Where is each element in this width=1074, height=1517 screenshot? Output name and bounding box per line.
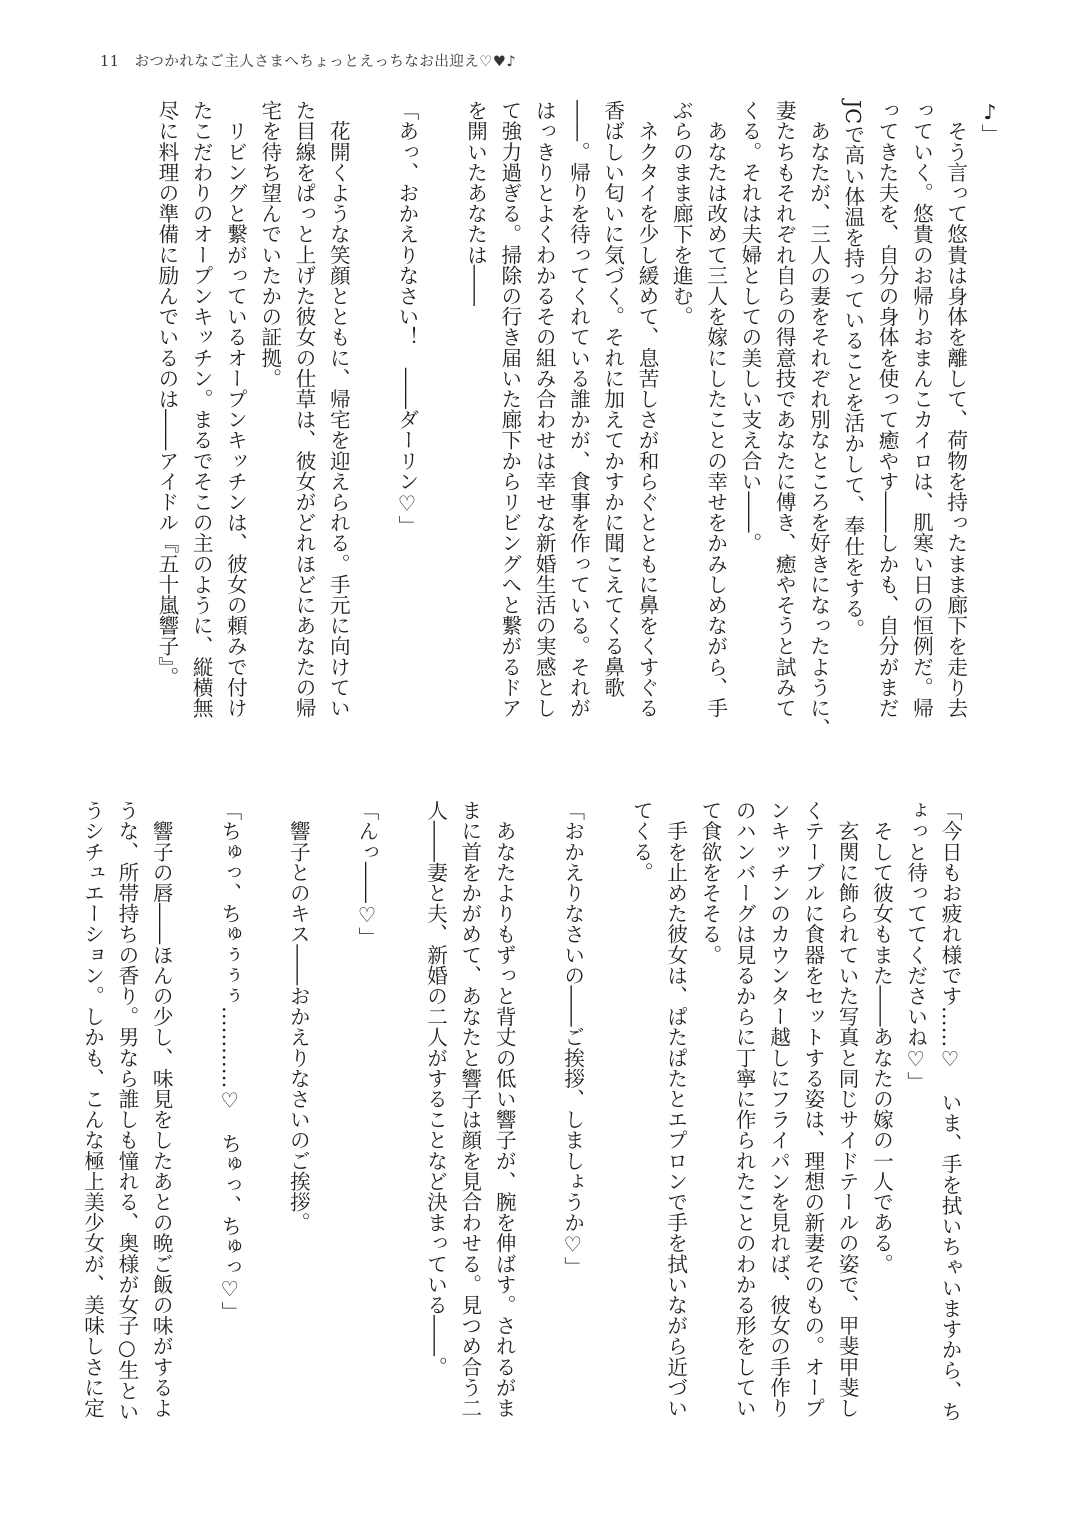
running-header <box>100 50 516 71</box>
text-line: ♪」 <box>978 100 1002 145</box>
text-line: て食欲をそそる。 <box>697 800 722 965</box>
dialogue-line: 「今日もお疲れ様です……♡ いま、手を拭いちゃいますから、ち <box>938 800 962 1422</box>
blank-line <box>178 800 212 1460</box>
bottom-text-block <box>75 800 967 1460</box>
text-line: ってきた夫を、自分の身体を使って癒やす――しかも、自分がまだ <box>875 100 900 718</box>
text-line: あなたよりもずっと背丈の低い響子が、腕を伸ばす。されるがま <box>492 800 517 1418</box>
text-line: ネクタイを少し緩めて、息苦しさが和らぐとともに鼻をくすぐる <box>635 100 660 718</box>
text-line: 香ばしい匂いに気づく。それに加えてかすかに聞こえてくる鼻歌 <box>600 100 625 698</box>
blank-line <box>315 800 349 1460</box>
text-line: まに首をかがめて、あなたと響子は顔を見合わせる。見つめ合う二 <box>457 800 482 1418</box>
text-line: て強力過ぎる。掃除の行き届いた廊下からリビングへと繋がるドア <box>497 100 522 718</box>
text-line: リビングと繋がっているオープンキッチンは、彼女の頼みで付け <box>223 100 248 718</box>
page-number: 11 <box>100 54 120 70</box>
text-line: あなたが、三人の妻をそれぞれ別なところを好きになったように、 <box>806 100 831 739</box>
text-line: くテーブルに食器をセットする姿は、理想の新妻そのもの。オープ <box>800 800 825 1418</box>
top-text-block <box>150 100 1007 740</box>
text-line: 響子とのキス――おかえりなさいのご挨拶。 <box>286 800 311 1233</box>
dialogue-line: 「おかえりなさいの――ご挨拶、しましょうか♡」 <box>560 800 585 1278</box>
blank-line <box>590 800 624 1460</box>
text-line: 響子の唇――ほんの少し、味見をしたあとの晩ご飯の味がするよ <box>149 800 174 1418</box>
text-line: 尽に料理の準備に励んでいるのは――アイドル『五十嵐響子』。 <box>154 100 179 688</box>
text-line: くる。それは夫婦としての美しい支え合い――。 <box>737 100 762 554</box>
text-line: 宅を待ち望んでいたかの証拠。 <box>257 100 282 389</box>
blank-line <box>424 100 458 740</box>
dialogue-line: 「ちゅっ、ちゅぅぅぅ…………♡ ちゅっ、ちゅっ♡」 <box>217 800 242 1322</box>
text-line: 玄関に飾られていた写真と同じサイドテールの姿で、甲斐甲斐し <box>835 800 860 1418</box>
text-line: 妻たちもそれぞれ自らの得意技であなたに傅き、癒やそうと試みて <box>772 100 797 718</box>
dialogue-line: ょっと待っててくださいね♡」 <box>903 800 928 1092</box>
dialogue-line: 「あっ、おかえりなさい！ ――ダーリン♡」 <box>394 100 419 536</box>
text-line: のハンバーグは見るからに丁寧に作られたことのわかる形をしてい <box>732 800 757 1418</box>
text-line: ンキッチンのカウンター越しにフライパンを見れば、彼女の手作り <box>766 800 791 1418</box>
text-line: を開いたあなたは―― <box>463 100 488 306</box>
text-line: そして彼女もまた――あなたの嫁の一人である。 <box>869 800 894 1274</box>
blank-line <box>355 100 389 740</box>
text-line: JCで高い体温を持っていることを活かして、奉仕をする。 <box>840 100 865 640</box>
text-line: っていく。悠貴のお帰りおまんこカイロは、肌寒い日の恒例だ。帰 <box>909 100 934 718</box>
text-line: ぶらのまま廊下を進む。 <box>669 100 694 327</box>
text-line: うな、所帯持ちの香り。男なら誰しも憧れる、奥様が女子○生とい <box>114 800 139 1422</box>
text-line: たこだわりのオープンキッチン。まるでそこの主のように、縦横無 <box>189 100 214 718</box>
dialogue-line: 「んっ――♡」 <box>354 800 379 948</box>
text-line: うシチュエーション。しかも、こんな極上美少女が、美味しさに定 <box>80 800 105 1418</box>
text-line: はっきりとよくわかるその組み合わせは幸せな新婚生活の実感とし <box>532 100 557 718</box>
text-line: た目線をぱっと上げた彼女の仕草は、彼女がどれほどにあなたの帰 <box>292 100 317 718</box>
text-line: 人――妻と夫、新婚の二人がすることなど決まっている――。 <box>423 800 448 1377</box>
text-line: 手を止めた彼女は、ぱたぱたとエプロンで手を拭いながら近づい <box>663 800 688 1418</box>
text-line: ――。帰りを待ってくれている誰かが、食事を作っている。それが <box>566 100 591 718</box>
blank-line <box>521 800 555 1460</box>
text-line: あなたは改めて三人を嫁にしたことの幸せをかみしめながら、手 <box>703 100 728 718</box>
text-line: そう言って悠貴は身体を離して、荷物を持ったまま廊下を走り去 <box>943 100 968 718</box>
blank-line <box>384 800 418 1460</box>
text-line: 花開くような笑顔とともに、帰宅を迎えられる。手元に向けてい <box>326 100 351 718</box>
blank-line <box>247 800 281 1460</box>
text-line: てくる。 <box>629 800 654 883</box>
chapter-title: おつかれなご主人さまへちょっとえっちなお出迎え♡♥♪ <box>134 54 517 70</box>
